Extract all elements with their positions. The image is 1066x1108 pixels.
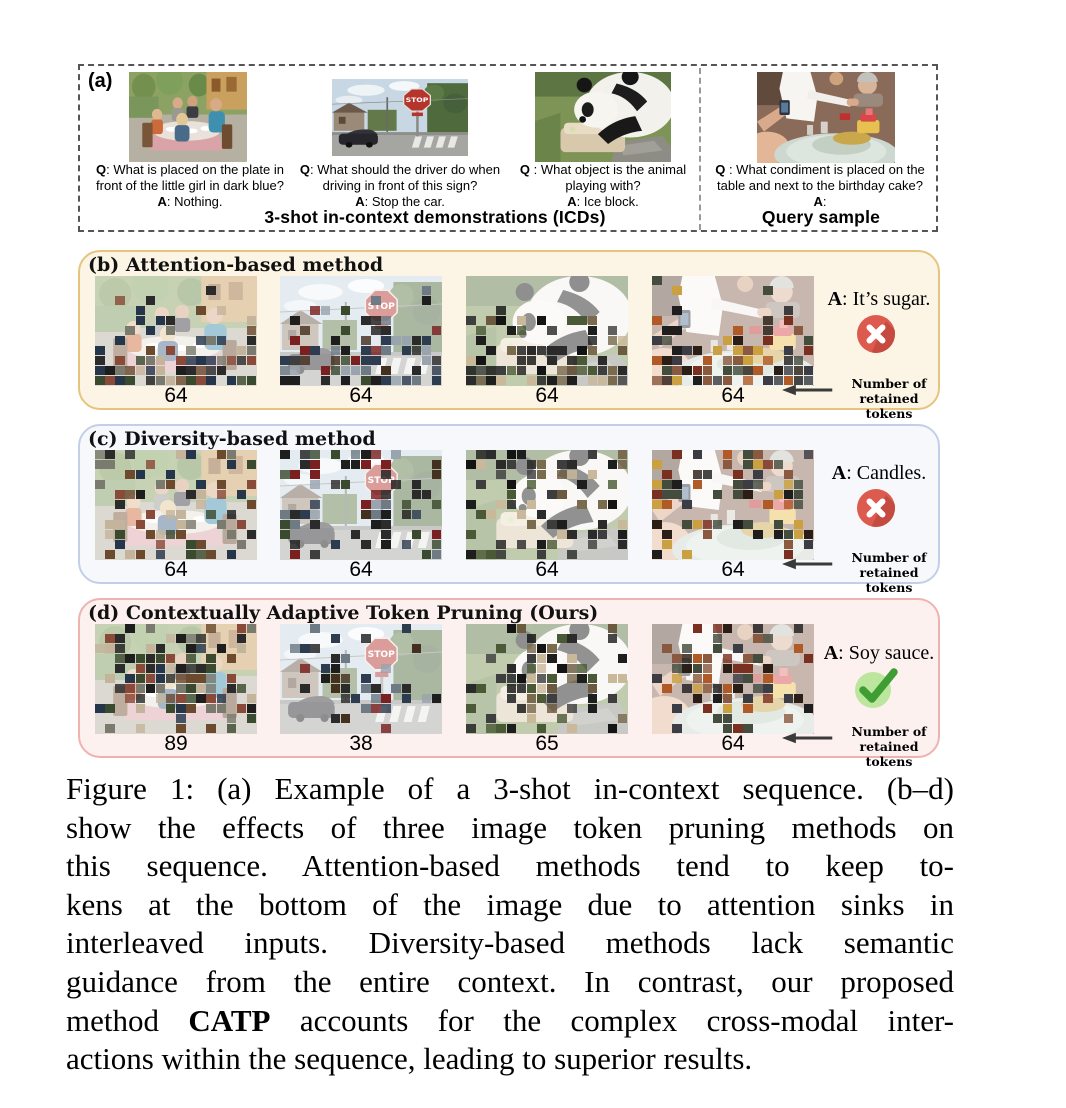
pruned-image-panda	[466, 624, 628, 734]
arrow-left-icon	[782, 557, 834, 571]
answer-text: A: Nothing.	[157, 194, 223, 209]
token-count: 64	[721, 732, 745, 755]
token-count: 64	[164, 384, 188, 407]
answer-text: A: Ice block.	[567, 194, 639, 209]
panel-d-heading: (d) Contextually Adaptive Token Pruning (Ours)	[88, 602, 599, 624]
token-count: 64	[349, 558, 373, 581]
model-answer: A: Soy sauce.	[823, 642, 935, 664]
qa-query	[704, 162, 936, 210]
retained-tokens-note: Number of retained tokens	[851, 550, 927, 595]
caption-line: kens at the bottom of the image due to attention sinks in	[66, 886, 954, 922]
pruned-image-birthday-cake	[652, 450, 814, 560]
token-count: 64	[535, 384, 559, 407]
answer-text: A:	[813, 194, 827, 209]
pruned-image-stop-sign	[280, 450, 442, 560]
pruned-image-stop-sign	[280, 624, 442, 734]
token-count: 64	[721, 384, 745, 407]
answer-text: A: Stop the car.	[355, 194, 445, 209]
figure-caption	[66, 770, 954, 1079]
caption-line: interleaved inputs. Diversity-based methods lack semantic	[66, 925, 954, 961]
wrong-icon	[856, 488, 896, 528]
pruned-image-birthday-cake	[652, 276, 814, 386]
model-answer: A: It’s sugar.	[827, 288, 931, 310]
arrow-left-icon	[782, 731, 834, 745]
caption-line: method CATP accounts for the complex cross-modal inter-	[66, 1002, 954, 1038]
icds-caption: 3-shot in-context demonstrations (ICDs)	[264, 207, 606, 227]
caption-line: show the effects of three image token pruning methods on	[66, 809, 954, 845]
retained-tokens-note: Number of retained tokens	[851, 376, 927, 421]
pruned-image-dinner-table	[95, 276, 257, 386]
pruned-image-panda	[466, 450, 628, 560]
query-caption: Query sample	[761, 207, 881, 227]
qa-example-2	[296, 162, 504, 210]
token-count: 89	[164, 732, 188, 755]
pruned-image-dinner-table	[95, 450, 257, 560]
panel-c-heading: (c) Diversity-based method	[88, 428, 376, 450]
question-text: Q : What object is the animal playing with?	[519, 162, 687, 193]
pruned-image-birthday-cake	[652, 624, 814, 734]
caption-line: this sequence. Attention-based methods tend to keep to-	[66, 848, 954, 884]
model-answer: A: Candles.	[831, 462, 927, 484]
query-image-birthday-cake	[757, 72, 895, 163]
qa-example-3	[508, 162, 698, 210]
panel-b-heading: (b) Attention-based method	[88, 254, 384, 276]
icd-image-panda	[535, 72, 671, 162]
token-count: 64	[349, 384, 373, 407]
correct-icon	[852, 664, 898, 710]
question-text: Q: What should the driver do when driving in front of this sign?	[299, 162, 501, 193]
icd-image-dinner-table	[129, 72, 247, 162]
token-count: 64	[721, 558, 745, 581]
panel-c-diversity-method	[78, 424, 940, 595]
caption-line: actions within the sequence, leading to superior results.	[66, 1041, 753, 1077]
pruned-image-stop-sign	[280, 276, 442, 386]
query-divider	[699, 68, 701, 230]
wrong-icon	[856, 314, 896, 354]
caption-line: guidance from the entire context. In contrast, our proposed	[66, 963, 954, 999]
arrow-left-icon	[782, 383, 834, 397]
pruned-image-panda	[466, 276, 628, 386]
token-count: 38	[349, 732, 373, 755]
panel-a-incontext-sequence	[78, 64, 938, 232]
icd-image-stop-sign	[332, 79, 468, 156]
token-count: 64	[164, 558, 188, 581]
question-text: Q: What is placed on the plate in front of the little girl in dark blue?	[96, 162, 284, 193]
panel-b-attention-method	[78, 250, 940, 421]
token-count: 64	[535, 558, 559, 581]
caption-line: Figure 1: (a) Example of a 3-shot in-context sequence. (b–d)	[66, 771, 954, 806]
qa-example-1	[82, 162, 298, 210]
token-count: 65	[535, 732, 559, 755]
question-text: Q : What condiment is placed on the table and next to the birthday cake?	[715, 162, 925, 193]
panel-a-label: (a)	[88, 70, 113, 92]
retained-tokens-note: Number of retained tokens	[851, 724, 927, 769]
panel-d-catp-method	[78, 598, 940, 769]
pruned-image-dinner-table	[95, 624, 257, 734]
